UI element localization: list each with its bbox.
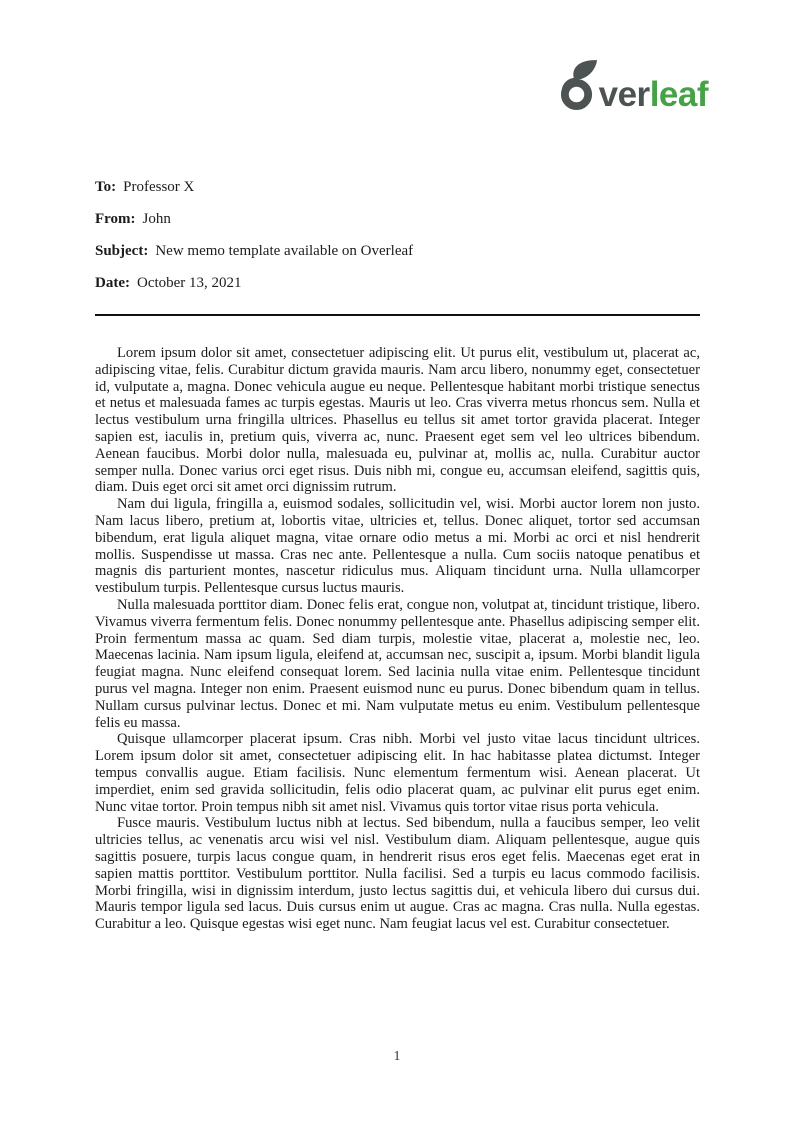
body-paragraph: Lorem ipsum dolor sit amet, consectetuer adipiscing elit. Ut purus elit, vestibulum ut, placerat ac, adipiscing vitae, felis. Curabitur dictum gravida mauris. Nam arcu libero, nonummy eget, consectetuer id, vulputate a, magna. Donec vehicula augue eu neque. Pellentesque habitant morbi tristique senectus et netus et malesuada fames ac turpis egestas. Mauris ut leo. Cras viverra metus rhoncus sem. Nulla et lectus vestibulum urna fringilla ultrices. Phasellus eu tellus sit amet tortor gravida placerat. Integer sapien est, iaculis in, pretium quis, viverra ac, nunc. Praesent eget sem vel leo ultrices bibendum. Aenean faucibus. Morbi dolor nulla, malesuada eu, pulvinar at, mollis ac, nulla. Curabitur auctor semper nulla. Donec varius orci eget risus. Duis nibh mi, congue eu, accumsan eleifend, sagittis quis, diam. Duis eget orci sit amet orci dignissim rutrum. xyxy=(95,345,700,496)
body-paragraph: Quisque ullamcorper placerat ipsum. Cras nibh. Morbi vel justo vitae lacus tincidunt ultrices. Lorem ipsum dolor sit amet, consectetuer adipiscing elit. In hac habitasse platea dictumst. Integer tempus convallis augue. Etiam facilisis. Nunc elementum fermentum wisi. Aenean placerat. Ut imperdiet, enim sed gravida sollicitudin, felis odio placerat quam, ac pulvinar elit purus eget enim. Nunc vitae tortor. Proin tempus nibh sit amet nisl. Vivamus quis tortor vitae risus porta vehicula. xyxy=(95,731,700,815)
memo-field-from xyxy=(95,210,700,228)
memo-field-date xyxy=(95,274,700,292)
field-label-date: Date: xyxy=(95,275,130,291)
memo-field-to xyxy=(95,178,700,196)
memo-field-subject xyxy=(95,242,700,260)
field-value-to: Professor X xyxy=(123,179,195,195)
field-value-from: John xyxy=(142,211,171,227)
field-label-subject: Subject: xyxy=(95,243,149,259)
header-divider-rule xyxy=(95,314,700,316)
memo-header xyxy=(95,178,700,292)
field-value-date: October 13, 2021 xyxy=(136,275,242,291)
field-value-subject: New memo template available on Overleaf xyxy=(155,243,414,259)
overleaf-logo xyxy=(556,57,708,114)
logo-wordmark-leaf: leaf xyxy=(649,75,708,114)
page-number: 1 xyxy=(393,1048,401,1063)
field-label-from: From: xyxy=(95,211,136,227)
memo-content xyxy=(95,178,700,933)
logo-wordmark-over: ver xyxy=(598,75,650,114)
body-paragraph: Nulla malesuada porttitor diam. Donec felis erat, congue non, volutpat at, tincidunt tristique, libero. Vivamus viverra fermentum felis. Donec nonummy pellentesque ante. Phasellus adipiscing semper elit. Proin fermentum massa ac quam. Sed diam turpis, molestie vitae, placerat a, molestie nec, leo. Maecenas lacinia. Nam ipsum ligula, eleifend at, accumsan nec, suscipit a, ipsum. Morbi blandit ligula feugiat magna. Nunc eleifend consequat lorem. Sed lacinia nulla vitae enim. Pellentesque tincidunt purus vel magna. Integer non enim. Praesent euismod nunc eu purus. Donec bibendum quam in tellus. Nullam cursus pulvinar lectus. Donec et mi. Nam vulputate metus eu enim. Vestibulum pellentesque felis eu massa. xyxy=(95,596,700,731)
body-paragraph: Nam dui ligula, fringilla a, euismod sodales, sollicitudin vel, wisi. Morbi auctor lorem non justo. Nam lacus libero, pretium at, lobortis vitae, ultricies et, tellus. Donec aliquet, tortor sed accumsan bibendum, erat ligula aliquet magna, vitae ornare odio metus a mi. Morbi ac orci et nisl hendrerit mollis. Suspendisse ut massa. Cras nec ante. Pellentesque a nulla. Cum sociis natoque penatibus et magnis dis parturient montes, nascetur ridiculus mus. Aliquam tincidunt urna. Nulla ullamcorper vestibulum turpis. Pellentesque cursus luctus mauris. xyxy=(95,496,700,597)
memo-body xyxy=(95,345,700,933)
body-paragraph: Fusce mauris. Vestibulum luctus nibh at lectus. Sed bibendum, nulla a faucibus semper, leo velit ultricies tellus, ac venenatis arcu wisi vel nisl. Vestibulum diam. Aliquam pellentesque, augue quis sagittis posuere, turpis lacus congue quam, in hendrerit risus eros eget felis. Maecenas eget erat in sapien mattis porttitor. Vestibulum porttitor. Nulla facilisi. Sed a turpis eu lacus commodo facilisis. Morbi fringilla, wisi in dignissim interdum, justo lectus sagittis dui, et vehicula libero dui cursus dui. Mauris tempor ligula sed lacus. Duis cursus enim ut augue. Cras ac magna. Cras nulla. Nulla egestas. Curabitur a leo. Quisque egestas wisi eget nunc. Nam feugiat lacus vel est. Curabitur consectetuer. xyxy=(95,815,700,933)
overleaf-leaf-icon xyxy=(556,57,598,111)
field-label-to: To: xyxy=(95,179,117,195)
